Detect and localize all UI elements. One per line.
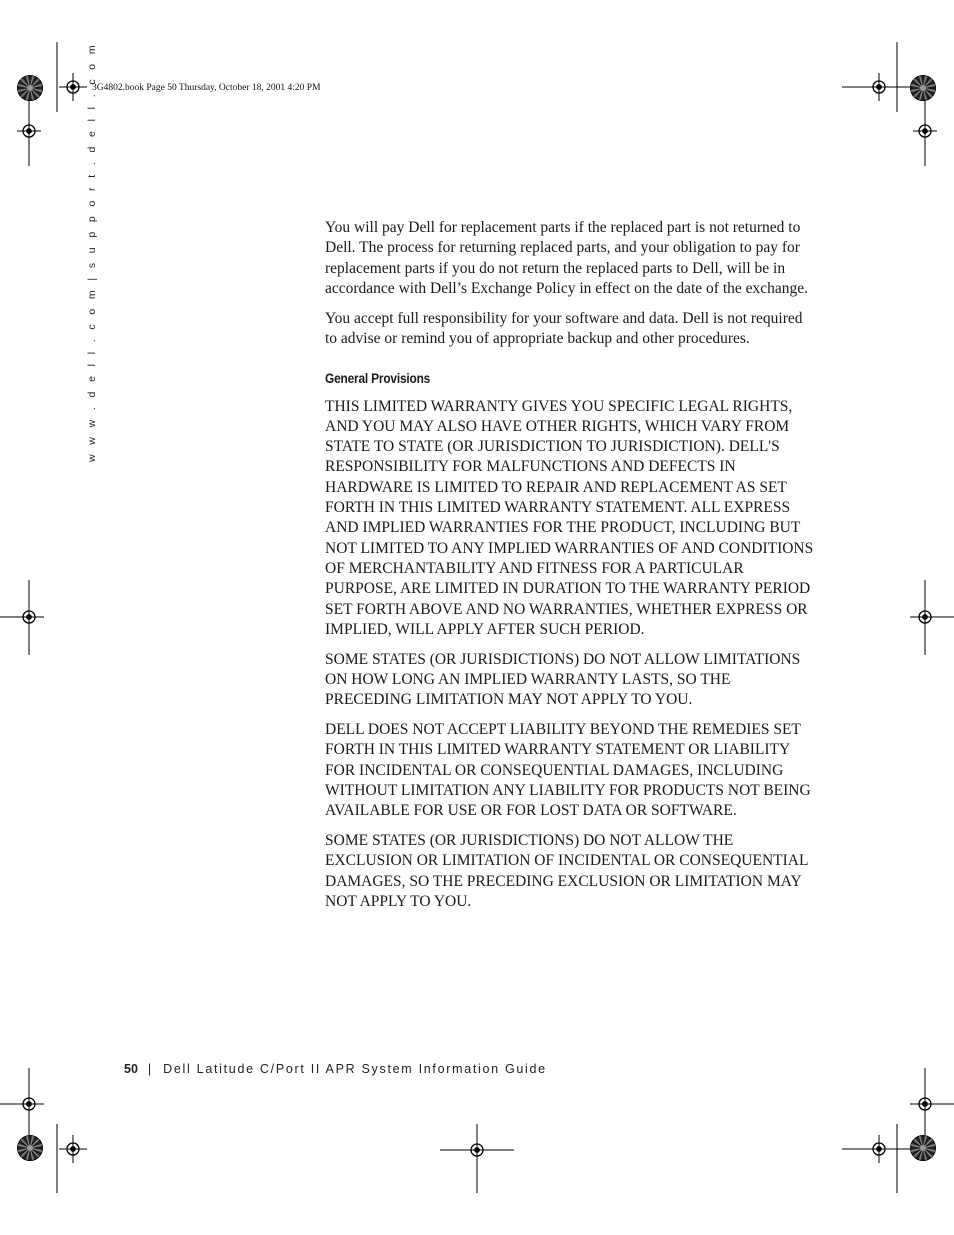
page-content (325, 218, 817, 922)
paragraph: DELL DOES NOT ACCEPT LIABILITY BEYOND THE REMEDIES SET FORTH IN THIS LIMITED WARRANTY STATEMENT OR LIABILITY FOR INCIDENTAL OR CONSEQUENTIAL DAMAGES, INCLUDING WITHOUT LIMITATION ANY LIABILITY FOR PRODUCTS NOT BEING AVAILABLE FOR USE OR FOR LOST DATA OR SOFTWARE. (325, 721, 811, 820)
paragraph: SOME STATES (OR JURISDICTIONS) DO NOT ALLOW LIMITATIONS ON HOW LONG AN IMPLIED WARRANTY LASTS, SO THE PRECEDING LIMITATION MAY NOT APPLY TO YOU. (325, 650, 801, 709)
paragraph: You accept full responsibility for your software and data. Dell is not required to advise or remind you of appropriate backup and other procedures. (325, 309, 803, 347)
paragraph: SOME STATES (OR JURISDICTIONS) DO NOT ALLOW THE EXCLUSION OR LIMITATION OF INCIDENTAL OR CONSEQUENTIAL DAMAGES, SO THE PRECEDING EXCLUSION OR LIMITATION MAY NOT APPLY TO YOU. (325, 832, 808, 910)
page-footer (124, 1062, 547, 1076)
registration-mark-icon (59, 1135, 87, 1163)
paragraph: THIS LIMITED WARRANTY GIVES YOU SPECIFIC LEGAL RIGHTS, AND YOU MAY ALSO HAVE OTHER RIGHTS, WHICH VARY FROM STATE TO STATE (OR JURISDICTION TO JURISDICTION). DELL'S RESPONSIBILITY FOR MALFUNCTIONS AND DEFECTS IN HARDWARE IS LIMITED TO REPAIR AND REPLACEMENT AS SET FORTH IN THIS LIMITED WARRANTY STATEMENT. ALL EXPRESS AND IMPLIED WARRANTIES FOR THE PRODUCT, INCLUDING BUT NOT LIMITED TO ANY IMPLIED WARRANTIES OF AND CONDITIONS OF MERCHANTABILITY AND FITNESS FOR A PARTICULAR PURPOSE, ARE LIMITED IN DURATION TO THE WARRANTY PERIOD SET FORTH ABOVE AND NO WARRANTIES, WHETHER EXPRESS OR IMPLIED, WILL APPLY AFTER SUCH PERIOD. (325, 397, 814, 638)
section-heading: General Provisions (325, 371, 431, 387)
footer-title: Dell Latitude C/Port II APR System Information Guide (163, 1062, 547, 1076)
page-number: 50 (124, 1062, 138, 1076)
paragraph: You will pay Dell for replacement parts if the replaced part is not returned to Dell. The process for returning replaced parts, and your obligation to pay for replacement parts if you do not return the replaced parts to Dell, will be in accordance with Dell’s Exchange Policy in effect on the date of the exchange. (325, 219, 809, 297)
color-target-icon (18, 1136, 43, 1161)
side-url: w w w . d e l l . c o m | s u p p o r t . d e l l . c o m (86, 41, 98, 462)
registration-mark-icon (59, 73, 87, 101)
color-target-icon (911, 1136, 936, 1161)
print-info: 3G4802.book Page 50 Thursday, October 18, 2001 4:20 PM (92, 83, 321, 93)
color-target-icon (18, 76, 43, 101)
footer-separator: | (147, 1062, 152, 1076)
color-target-icon (911, 76, 936, 101)
